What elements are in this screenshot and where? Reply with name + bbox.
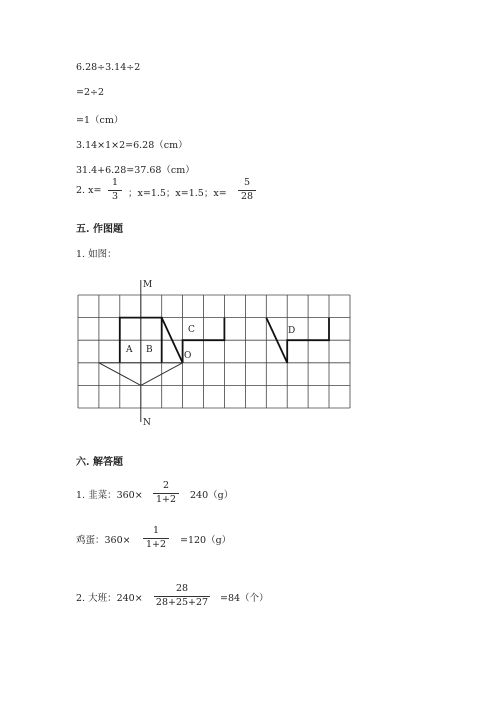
label-m: M <box>143 280 153 290</box>
section-5-title: 五. 作图题 <box>76 224 123 235</box>
q2-middle: ；x=1.5；x=1.5；x= <box>128 188 227 199</box>
grid-lines <box>78 295 350 408</box>
q2-fraction-2 <box>238 178 256 203</box>
fraction-denominator: 3 <box>111 190 119 202</box>
q2-prefix: 2. x= <box>76 185 102 196</box>
calc-line-3: =1（cm） <box>76 115 124 126</box>
grid-figure <box>70 276 360 434</box>
section-5-item-1: 1. 如图： <box>76 249 117 260</box>
answer-egg-fraction <box>143 526 169 551</box>
calc-line-4: 3.14×1×2=6.28（cm） <box>76 140 188 151</box>
section-6-title: 六. 解答题 <box>76 457 123 468</box>
label-n: N <box>143 418 151 428</box>
label-o: O <box>184 351 192 361</box>
label-b: B <box>146 345 153 355</box>
calc-line-2: =2÷2 <box>76 87 105 98</box>
fraction-denominator: 28+25+27 <box>155 596 209 608</box>
fraction-denominator: 28 <box>240 190 254 202</box>
fraction-numerator: 2 <box>153 481 179 494</box>
fraction-denominator: 1+2 <box>145 538 167 550</box>
label-d: D <box>288 326 296 336</box>
fraction-numerator: 5 <box>238 178 256 191</box>
answer-egg-suffix: =120（g） <box>180 535 232 546</box>
label-c: C <box>188 325 195 335</box>
answer-1-suffix: 240（g） <box>190 490 234 501</box>
fraction-denominator: 1+2 <box>155 493 177 505</box>
calc-line-5: 31.4+6.28=37.68（cm） <box>76 165 195 176</box>
answer-2-prefix: 2. 大班：240× <box>76 593 143 604</box>
answer-1-prefix: 1. 韭菜：360× <box>76 490 143 501</box>
fraction-numerator: 28 <box>154 584 210 597</box>
fraction-numerator: 1 <box>108 178 122 191</box>
label-a: A <box>126 345 133 355</box>
q2-fraction-1 <box>108 178 122 203</box>
answer-1-fraction <box>153 481 179 506</box>
answer-2-fraction <box>154 584 210 609</box>
fraction-numerator: 1 <box>143 526 169 539</box>
answer-2-suffix: =84（个） <box>220 593 269 604</box>
answer-egg-prefix: 鸡蛋：360× <box>76 535 131 546</box>
calc-line-1: 6.28÷3.14÷2 <box>76 62 141 73</box>
